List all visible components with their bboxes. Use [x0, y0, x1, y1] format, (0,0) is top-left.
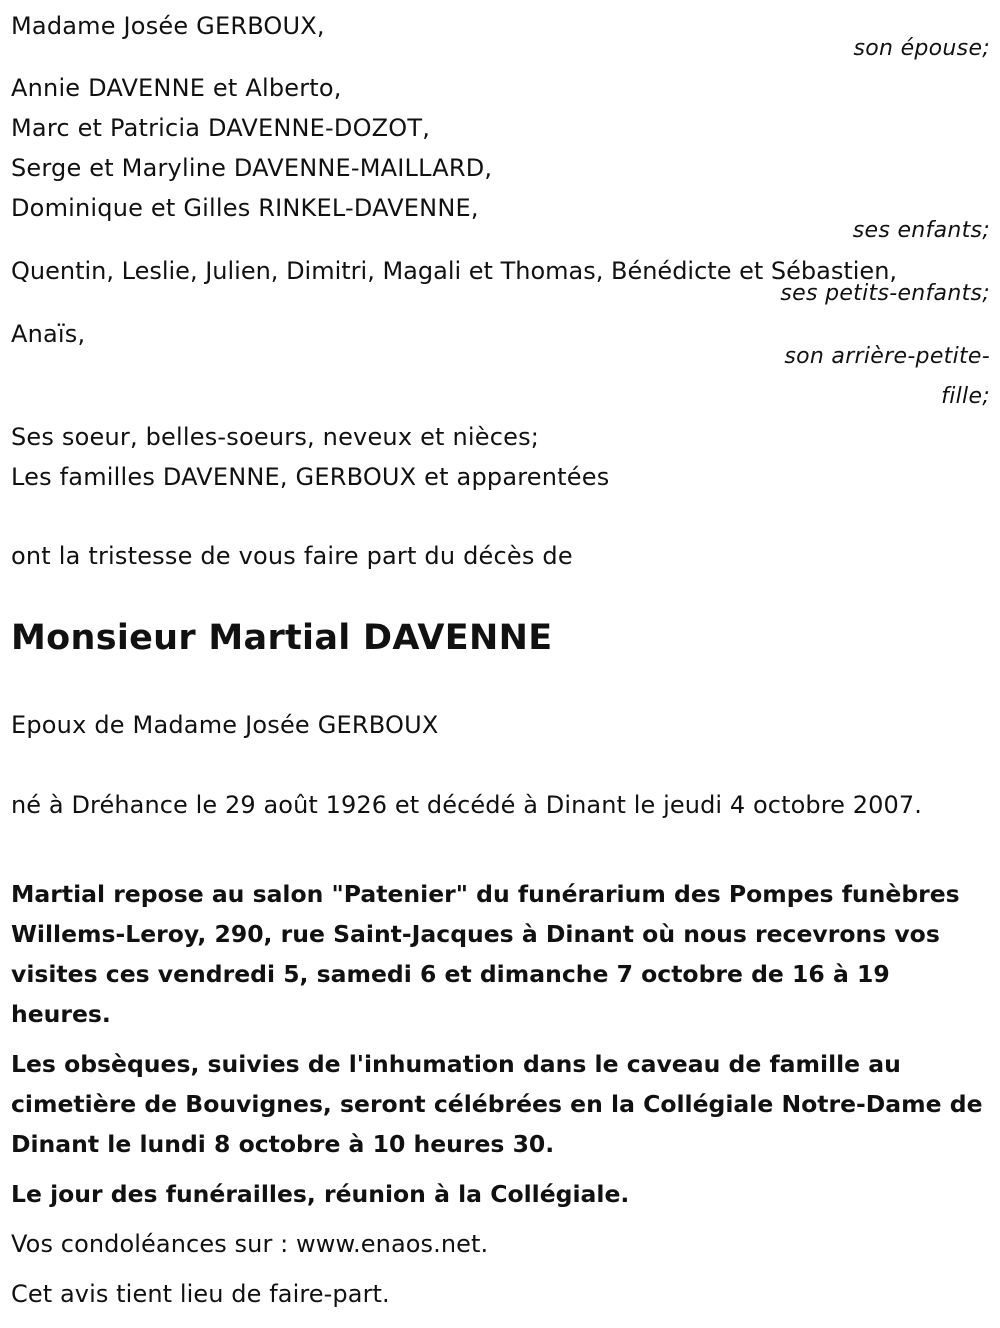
spouse-role: son épouse; — [853, 36, 990, 61]
other-relatives: Ses soeur, belles-soeurs, neveux et nièces; — [11, 423, 540, 451]
condolences-text: Vos condoléances sur : www.enaos.net. — [11, 1230, 489, 1258]
child-name: Dominique et Gilles RINKEL-DAVENNE, — [11, 194, 479, 222]
announcement-text: ont la tristesse de vous faire part du décès de — [11, 542, 573, 570]
child-name: Marc et Patricia DAVENNE-DOZOT, — [11, 114, 431, 142]
other-families: Les familles DAVENNE, GERBOUX et apparentées — [11, 463, 610, 491]
great-grandchild-role: son arrière-petite- — [784, 344, 990, 369]
grandchildren-role: ses petits-enfants; — [780, 281, 990, 306]
funeral-text: Les obsèques, suivies de l'inhumation dans le caveau de famille au cimetière de Bouvignes, seront célébrées en la Collégiale Notre-Dame de Dinant le lundi 8 octobre à 10 heures 30. — [11, 1050, 983, 1158]
child-name: Annie DAVENNE et Alberto, — [11, 74, 342, 102]
great-grandchild-role-cont: fille; — [941, 384, 990, 409]
birth-death-text: né à Dréhance le 29 août 1926 et décédé à Dinant le jeudi 4 octobre 2007. — [11, 791, 922, 819]
spouse-name: Madame Josée GERBOUX, — [11, 12, 325, 40]
visitation-text: Martial repose au salon "Patenier" du funérarium des Pompes funèbres Willems-Leroy, 290, rue Saint-Jacques à Dinant où nous recevrons vos visites ces vendredi 5, samedi 6 et dimanche 7 octobre de 16 à 19 heures. — [11, 880, 960, 1028]
meeting-text: Le jour des funérailles, réunion à la Collégiale. — [11, 1180, 630, 1208]
children-role: ses enfants; — [852, 218, 990, 243]
great-grandchild-name: Anaïs, — [11, 320, 86, 348]
child-name: Serge et Maryline DAVENNE-MAILLARD, — [11, 154, 493, 182]
deceased-name: Monsieur Martial DAVENNE — [11, 618, 553, 658]
notice-text: Cet avis tient lieu de faire-part. — [11, 1280, 390, 1308]
deceased-spouse-line: Epoux de Madame Josée GERBOUX — [11, 711, 439, 739]
grandchildren-names: Quentin, Leslie, Julien, Dimitri, Magali et Thomas, Bénédicte et Sébastien, — [11, 257, 898, 285]
